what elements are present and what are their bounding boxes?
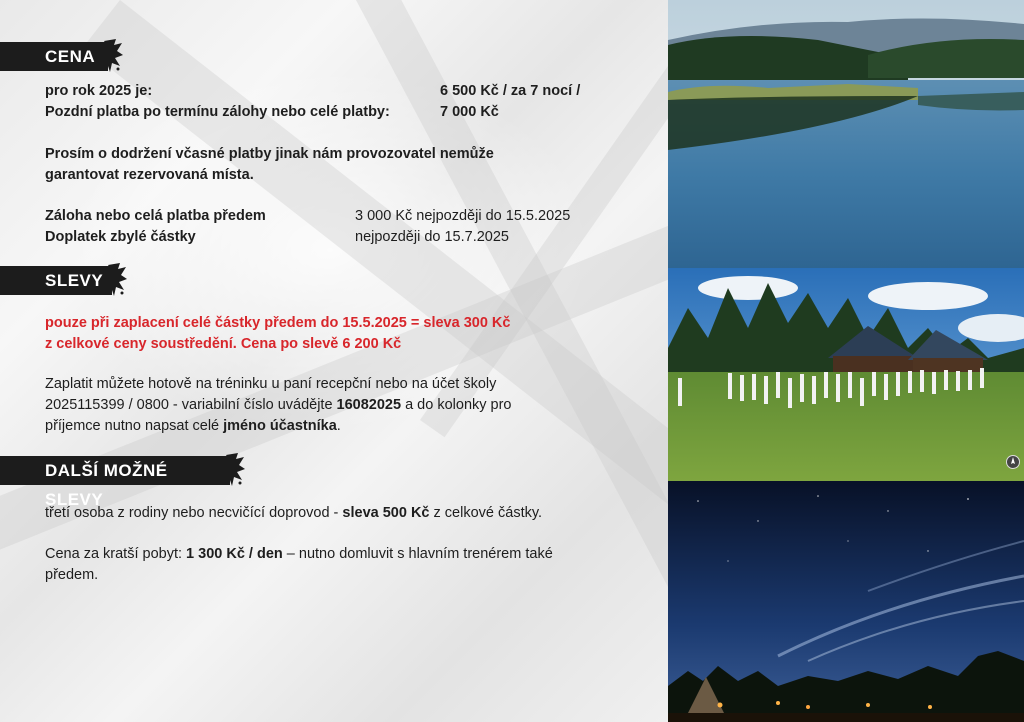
deposit-label: Záloha nebo celá platba předem: [45, 208, 266, 224]
payment-text: [45, 395, 512, 416]
payment-account: 2025115399 / 0800 - variabilní číslo uvádějte: [45, 397, 337, 413]
payment-text: Zaplatit můžete hotově na tréninku u paní recepční nebo na účet školy: [45, 376, 497, 392]
splatter-icon: [102, 39, 124, 73]
price-label: pro rok 2025 je:: [45, 83, 153, 99]
splatter-icon: [106, 263, 128, 297]
night-photo: [668, 481, 1024, 722]
text-part: Cena za kratší pobyt:: [45, 546, 187, 562]
payment-text-part: příjemce nutno napsat celé: [45, 418, 224, 434]
payment-text-part: a do kolonky pro: [401, 397, 512, 413]
family-discount-text: [45, 503, 542, 524]
remainder-value: nejpozději do 15.7.2025: [355, 229, 509, 245]
text-part: třetí osoba z rodiny nebo necvičící doprovod -: [45, 505, 343, 521]
payment-text: [45, 416, 341, 437]
section-header-slevy: [0, 266, 112, 295]
splatter-icon: [224, 453, 246, 487]
late-payment-label: Pozdní platba po termínu zálohy nebo celé platby:: [45, 104, 390, 120]
price-value: 6 500 Kč / za 7 nocí /: [440, 83, 581, 99]
deposit-value: 3 000 Kč nejpozději do 15.5.2025: [355, 208, 571, 224]
section-title: DALŠÍ MOŽNÉ SLEVY: [45, 461, 168, 509]
variable-symbol: 16082025: [336, 397, 402, 413]
participant-name-note: jméno účastníka: [223, 418, 337, 434]
short-stay-text: předem.: [45, 567, 99, 583]
section-title: SLEVY: [45, 271, 104, 290]
text-part: – nutno domluvit s hlavním trenérem také: [282, 546, 553, 562]
section-header-cena: [0, 42, 108, 71]
discount-text: pouze při zaplacení celé částky předem do 15.5.2025 = sleva 300 Kč: [45, 315, 511, 331]
text-part: z celkové částky.: [429, 505, 543, 521]
compass-icon: [1006, 455, 1020, 469]
daily-price: 1 300 Kč / den: [186, 546, 283, 562]
discount-amount: sleva 500 Kč: [342, 505, 430, 521]
lake-photo: [668, 0, 1024, 268]
training-photo: [668, 268, 1024, 481]
notice-text: Prosím o dodržení včasné platby jinak nám provozovatel nemůže: [45, 146, 494, 162]
discount-text: z celkové ceny soustředění. Cena po slevě 6 200 Kč: [45, 336, 402, 352]
notice-text: garantovat rezervovaná místa.: [45, 167, 254, 183]
short-stay-text: [45, 544, 553, 565]
remainder-label: Doplatek zbylé částky: [45, 229, 196, 245]
photo-column: [668, 0, 1024, 722]
late-payment-value: 7 000 Kč: [440, 104, 499, 120]
section-header-dalsi: [0, 456, 230, 509]
payment-text-part: .: [336, 418, 341, 434]
section-title: CENA: [45, 47, 96, 66]
